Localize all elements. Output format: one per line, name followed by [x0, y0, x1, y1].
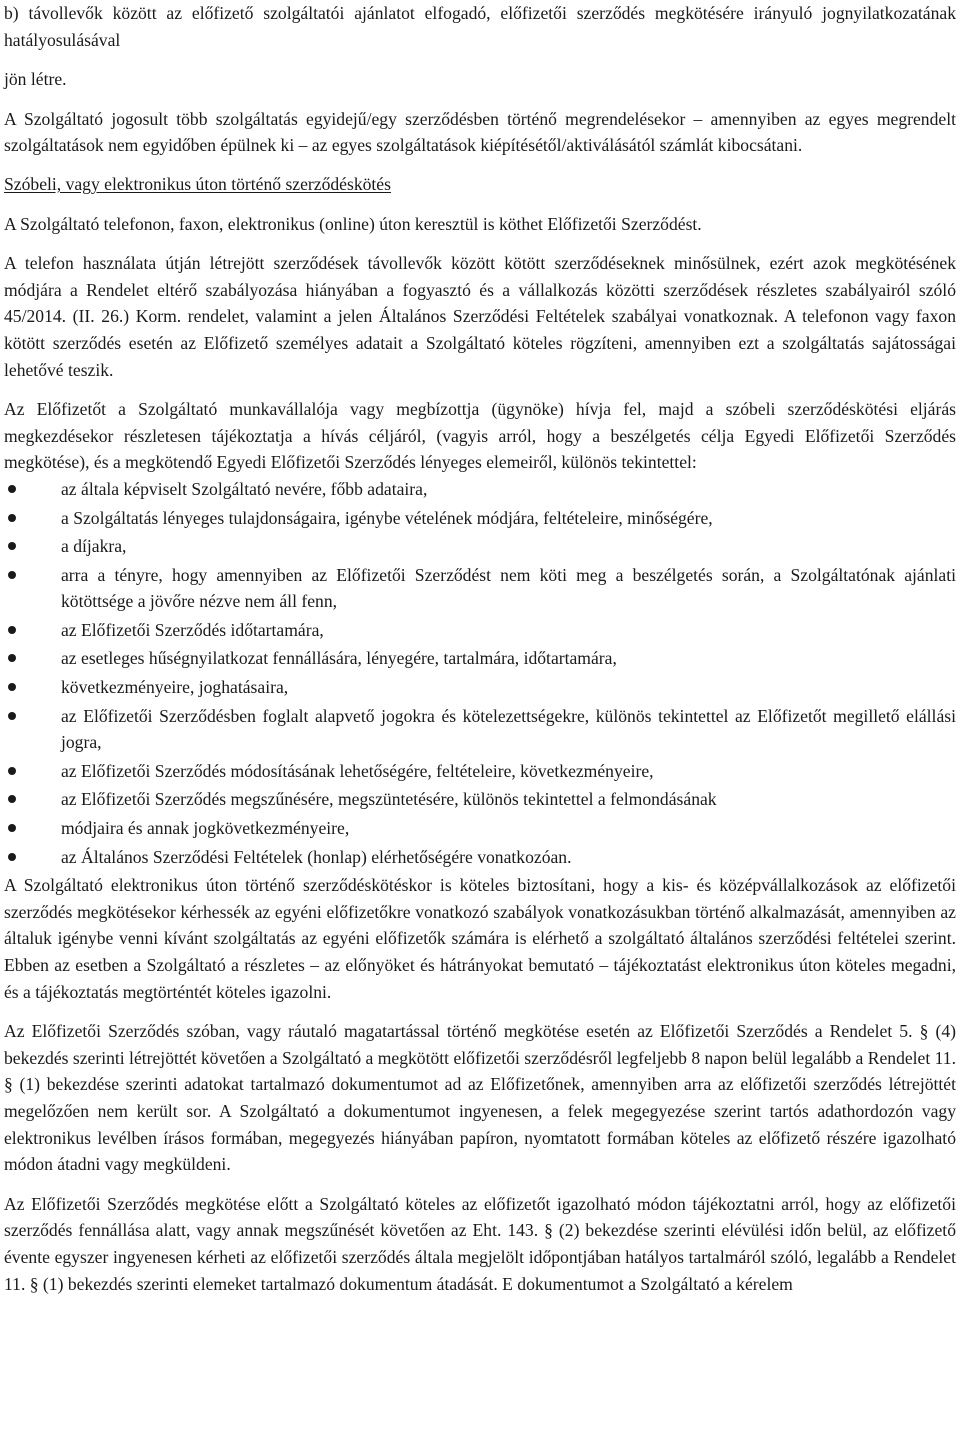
paragraph-agent: Az Előfizetőt a Szolgáltató munkavállalója vagy megbízottja (ügynöke) hívja fel, majd a szóbeli szerződéskötési eljárás megkezdésekor részletesen tájékoztatja a hívás céljáról, (vagyis arról, hogy a beszélgetés célja Egyedi Előfizetői Szerződés megkötése), és a megkötendő Egyedi Előfizetői Szerződés lényeges elemeiről, különös tekintettel: [4, 399, 956, 473]
document-page [4, 0, 956, 1297]
list-item [4, 645, 956, 672]
bullet-icon [8, 683, 16, 691]
bullet-icon [8, 626, 16, 634]
list-item [4, 758, 956, 785]
paragraph-electronic: A Szolgáltató elektronikus úton történő szerződéskötéskor is köteles biztosítani, hogy a kis- és középvállalkozások az előfizetői szerződés megkötésekor kérhessék az egyéni előfizetőkre vonatkozó szabályok vonatkozásukban történő alkalmazását, amennyiben az általuk igénybe venni kívánt szolgáltatás az egyéni előfizetők számára is elérhető a szolgáltató általános szerződési feltételei szerint. Ebben az esetben a Szolgáltató a részletes – az előnyöket és hátrányokat bemutató – tájékoztatást elektronikus úton köteles megadni, és a tájékoztatás megtörténtét köteles igazolni. [4, 875, 956, 1002]
bullet-icon [8, 824, 16, 832]
bullet-icon [8, 571, 16, 579]
list-item [4, 786, 956, 813]
intro-end: jön létre. [4, 69, 67, 90]
bullet-icon [8, 485, 16, 493]
list-item [4, 703, 956, 756]
bullet-icon [8, 712, 16, 720]
list-item-text: az Előfizetői Szerződés módosításának lehetőségére, feltételeire, következményeire, [61, 760, 654, 781]
list-item-text: a díjakra, [61, 536, 127, 557]
bullet-icon [8, 514, 16, 522]
bullet-icon [8, 767, 16, 775]
list-item [4, 505, 956, 532]
bullet-icon [8, 795, 16, 803]
list-item-text: az Előfizetői Szerződésben foglalt alapvető jogokra és kötelezettségekre, különös tekintettel az Előfizetőt megillető elállási jogra, [61, 705, 956, 753]
list-item-text: az esetleges hűségnyilatkozat fennállására, lényegére, tartalmára, időtartamára, [61, 648, 617, 669]
paragraph-channels: A Szolgáltató telefonon, faxon, elektronikus (online) úton keresztül is köthet Előfizetői Szerződést. [4, 213, 702, 234]
list-item-text: arra a tényre, hogy amennyiben az Előfizetői Szerződést nem köti meg a beszélgetés során, a Szolgáltatónak ajánlati kötöttsége a jövőre nézve nem áll fenn, [61, 564, 956, 612]
bullet-list [4, 476, 956, 870]
paragraph-telephone: A telefon használata útján létrejött szerződések távollevők között kötött szerződéseknek minősülnek, ezért azok megkötésének módjára a Rendelet eltérő szabályozása hiányában a fogyasztó és a vállalkozás közötti szerződések részletes szabályairól szóló 45/2014. (II. 26.) Korm. rendelet, valamint a jelen Általános Szerződési Feltételek szabályai vonatkoznak. A telefonon vagy faxon kötött szerződés esetén az Előfizető személyes adatait a Szolgáltató köteles rögzíteni, amennyiben ezt a szolgáltatás sajátosságai lehetővé teszik. [4, 253, 956, 380]
list-item [4, 844, 956, 871]
list-item-text: az Általános Szerződési Feltételek (honlap) elérhetőségére vonatkozóan. [61, 846, 572, 867]
section-heading: Szóbeli, vagy elektronikus úton történő szerződéskötés [4, 173, 391, 194]
list-item [4, 674, 956, 701]
bullet-icon [8, 542, 16, 550]
list-item-text: a Szolgáltatás lényeges tulajdonságaira, igénybe vételének módjára, feltételeire, minőségére, [61, 507, 713, 528]
list-item-text: következményeire, joghatásaira, [61, 677, 289, 698]
intro-line: b) távollevők között az előfizető szolgáltatói ajánlatot elfogadó, előfizetői szerződés megkötésére irányuló jognyilatkozatának hatályosulásával [4, 3, 956, 50]
list-item [4, 533, 956, 560]
list-item-text: az Előfizetői Szerződés időtartamára, [61, 619, 324, 640]
bullet-icon [8, 853, 16, 861]
list-item [4, 617, 956, 644]
list-item [4, 476, 956, 503]
paragraph-before-contract: Az Előfizetői Szerződés megkötése előtt a Szolgáltató köteles az előfizetőt igazolható módon tájékoztatni arról, hogy az előfizetői szerződés fennállása alatt, vagy annak megszűnését követően az Eht. 143. § (2) bekezdése szerinti elévülési időn belül, az előfizető évente egyszer ingyenesen kérheti az előfizetői szerződés általa megjelölt időpontjában hatályos tartalmáról szóló, legalább a Rendelet 11. § (1) bekezdés szerinti elemeket tartalmazó dokumentum átadását. E dokumentumot a Szolgáltató a kérelem [4, 1193, 956, 1294]
bullet-icon [8, 654, 16, 662]
list-item-text: az Előfizetői Szerződés megszűnésére, megszüntetésére, különös tekintettel a felmondásának [61, 789, 717, 810]
list-item-text: az általa képviselt Szolgáltató nevére, főbb adataira, [61, 478, 428, 499]
list-item-text: módjaira és annak jogkövetkezményeire, [61, 818, 350, 839]
list-item [4, 562, 956, 615]
paragraph-multiple-services: A Szolgáltató jogosult több szolgáltatás egyidejű/egy szerződésben történő megrendelésekor – amennyiben az egyes megrendelt szolgáltatások nem egyidőben épülnek ki – az egyes szolgáltatások kiépítésétől/aktiválásától számlát kibocsátani. [4, 108, 956, 156]
list-item [4, 815, 956, 842]
paragraph-oral: Az Előfizetői Szerződés szóban, vagy ráutaló magatartással történő megkötése esetén az Előfizetői Szerződés a Rendelet 5. § (4) bekezdés szerinti létrejöttét követően a Szolgáltató a megkötött előfizetői szerződésről legfeljebb 8 napon belül legalább a Rendelet 11. § (1) bekezdése szerinti adatokat tartalmazó dokumentumot ad az Előfizetőnek, amennyiben arra az előfizetői szerződés létrejöttét megelőzően nem került sor. A Szolgáltató a dokumentumot ingyenesen, a felek megegyezése szerint tartós adathordozón vagy elektronikus levélben írásos formában, megegyezés hiányában papíron, nyomtatott formában köteles az előfizető részére igazolható módon átadni vagy megküldeni. [4, 1021, 956, 1175]
